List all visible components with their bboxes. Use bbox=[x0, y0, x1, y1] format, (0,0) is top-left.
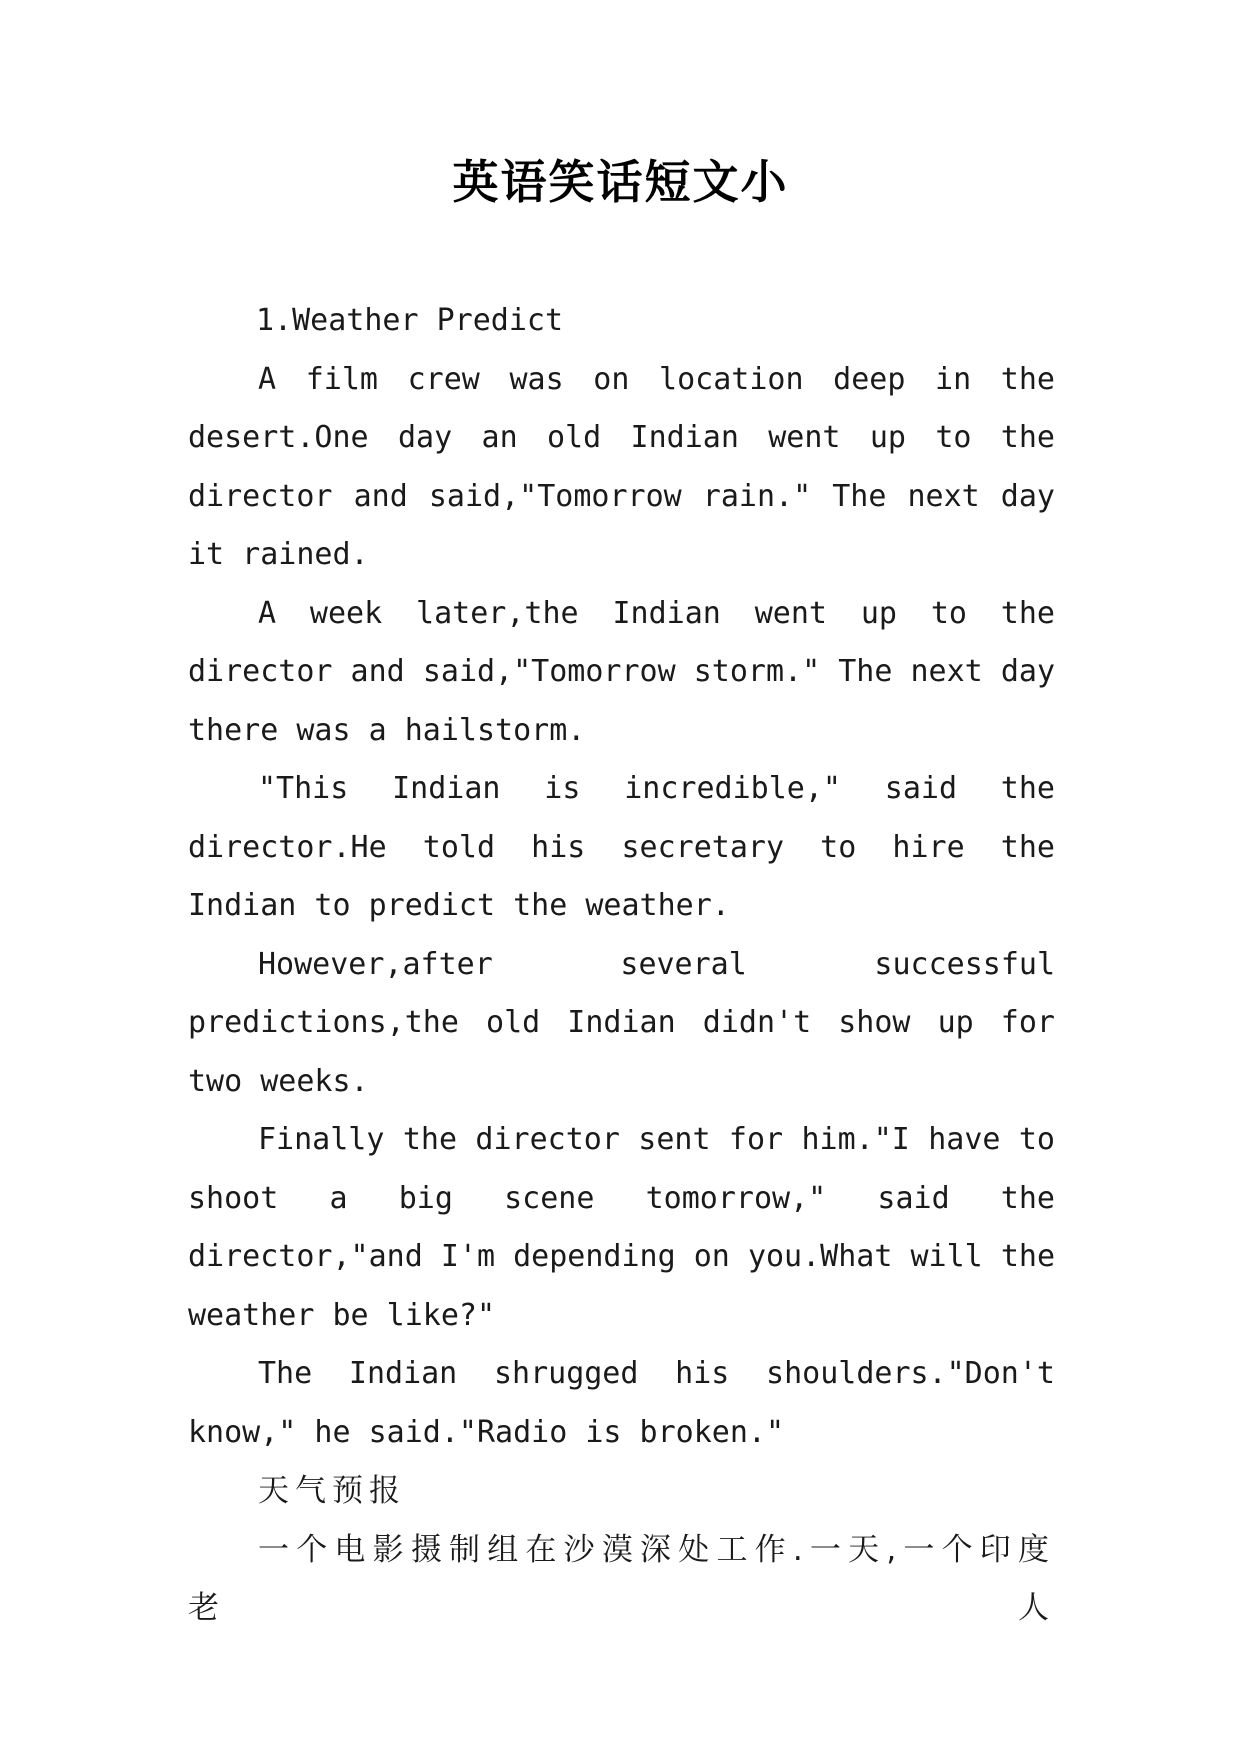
chinese-paragraph: 一个电影摄制组在沙漠深处工作.一天,一个印度老人 bbox=[188, 1531, 1055, 1626]
document-title: 英语笑话短文小 bbox=[452, 155, 789, 209]
paragraph-2: A week later,the Indian went up to the director and said,"Tomorrow storm." The next day there was a hailstorm. bbox=[188, 595, 1055, 748]
paragraph-4: However,after several successful predictions,the old Indian didn't show up for two weeks. bbox=[188, 946, 1055, 1099]
paragraph-1: A film crew was on location deep in the desert.One day an old Indian went up to the director and said,"Tomorrow rain." The next day it rained. bbox=[188, 361, 1055, 572]
document-body bbox=[188, 292, 1055, 1638]
section-heading: 1.Weather Predict bbox=[256, 303, 564, 338]
paragraph-3: "This Indian is incredible," said the director.He told his secretary to hire the Indian to predict the weather. bbox=[188, 771, 1055, 923]
chinese-heading: 天气预报 bbox=[258, 1473, 406, 1509]
paragraph-6: The Indian shrugged his shoulders."Don't know," he said."Radio is broken." bbox=[188, 1356, 1055, 1450]
paragraph-5: Finally the director sent for him."I have to shoot a big scene tomorrow," said the director,"and I'm depending on you.What will the weather be like?" bbox=[188, 1122, 1055, 1333]
